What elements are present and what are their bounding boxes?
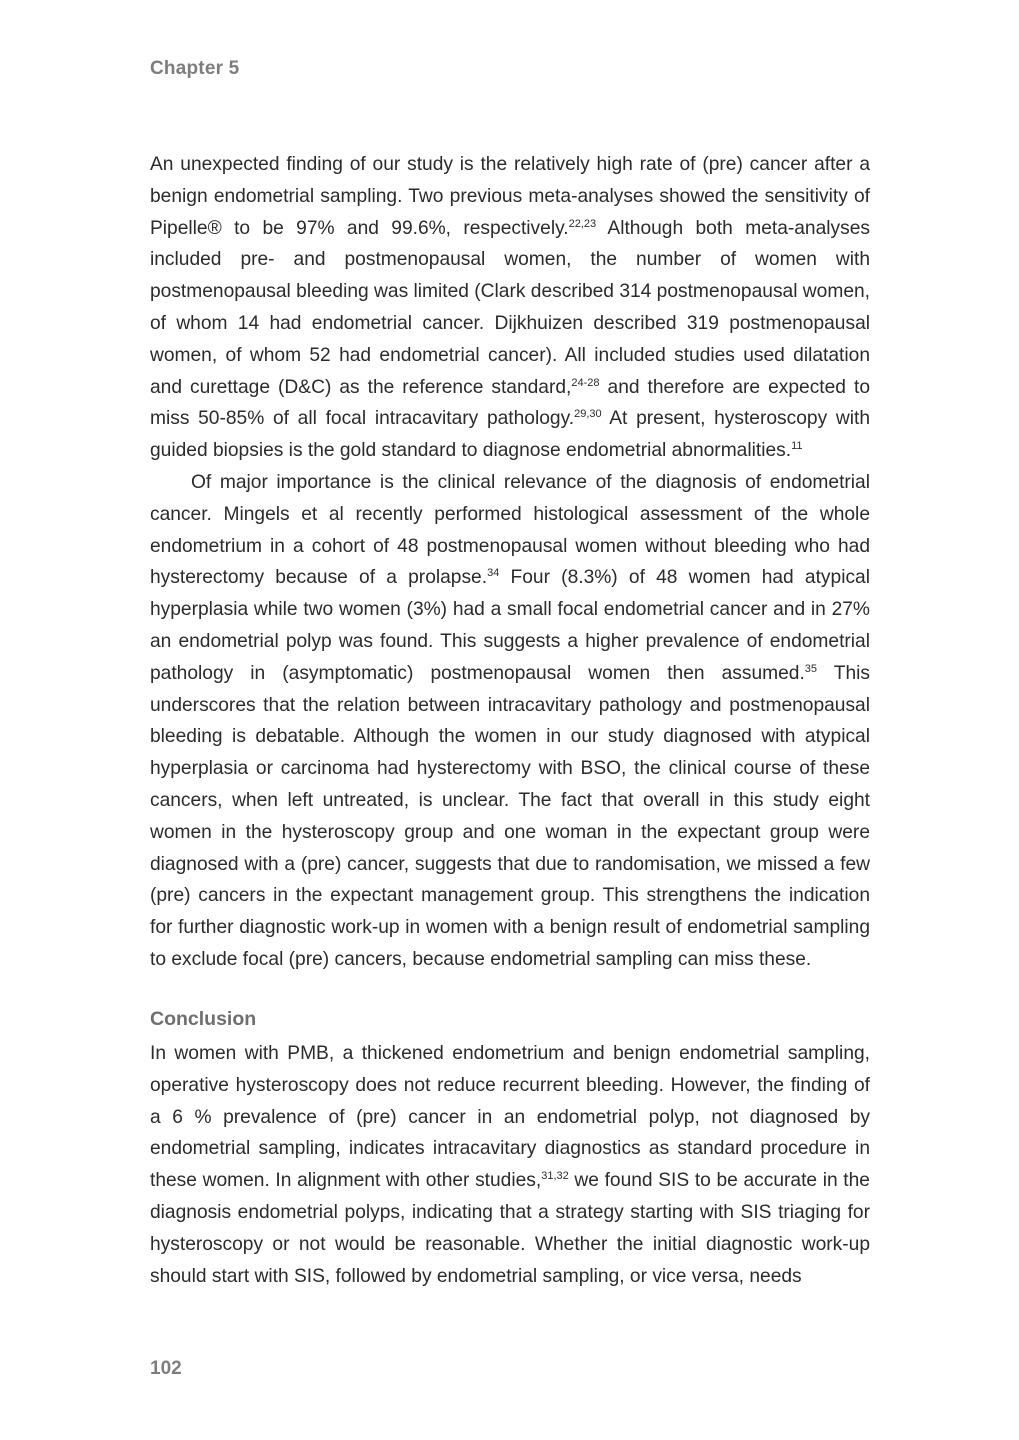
citation-ref: 24-28 (571, 376, 600, 389)
body-text: An unexpected finding of our study is the relatively high rate of (pre) cancer after a benign endometrial sampling. Two previous meta-analyses showed the sensitivity of Pipelle® to be 97% and 99.6%, respectively. (150, 154, 870, 239)
discussion-body (150, 149, 870, 976)
conclusion-body (150, 1038, 870, 1292)
running-head: Chapter 5 (150, 58, 240, 79)
citation-ref: 29,30 (574, 408, 602, 421)
body-text: and therefore are expected to miss 50-85% of all focal intracavitary pathology. (150, 376, 870, 430)
body-text: Although both meta-analyses included pre- and postmenopausal women, the number of women with postmenopausal bleeding was limited (Clark described 314 postmenopausal women, of whom 14 had endometrial cancer. Dijkhuizen described 319 postmenopausal women, of whom 52 had endometrial cancer). All included studies used dilatation and curettage (D&C) as the reference standard, (150, 217, 870, 398)
body-text: we found SIS to be accurate in the diagnosis endometrial polyps, indicating that a strategy starting with SIS triaging for hysteroscopy or not would be reasonable. Whether the initial diagnostic work-up should start with SIS, followed by endometrial sampling, or vice versa, needs (150, 1170, 870, 1287)
citation-ref: 22,23 (568, 217, 597, 230)
citation-ref: 34 (487, 567, 500, 580)
body-text: Four (8.3%) of 48 women had atypical hyperplasia while two women (3%) had a small focal endometrial cancer and in 27% an endometrial polyp was found. This suggests a higher prevalence of endometrial pathology in (asymptomatic) postmenopausal women then assumed. (150, 567, 870, 684)
body-text: Of major importance is the clinical relevance of the diagnosis of endometrial cancer. Mingels et al recently performed histological assessment of the whole endometrium in a cohort of 48 postmenopausal women without bleeding who had hysterectomy because of a prolapse. (150, 471, 870, 589)
citation-ref: 11 (791, 440, 803, 453)
body-text: In women with PMB, a thickened endometrium and benign endometrial sampling, operative hysteroscopy does not reduce recurrent bleeding. However, the finding of a 6 % prevalence of (pre) cancer in an endometrial polyp, not diagnosed by endometrial sampling, indicates intracavitary diagnostics as standard procedure in these women. In alignment with other studies, (150, 1043, 870, 1192)
body-text: This underscores that the relation between intracavitary pathology and postmenopausal bleeding is debatable. Although the women in our study diagnosed with atypical hyperplasia or carcinoma had hysterectomy with BSO, the clinical course of these cancers, when left untreated, is unclear. The fact that overall in this study eight women in the hysteroscopy group and one woman in the expectant group were diagnosed with a (pre) cancer, suggests that due to randomisation, we missed a few (pre) cancers in the expectant management group. This strengthens the indication for further diagnostic work-up in women with a benign result of endometrial sampling to exclude focal (pre) cancers, because endometrial sampling can miss these. (150, 662, 871, 970)
section-heading-conclusion: Conclusion (150, 1008, 257, 1030)
citation-ref: 31,32 (541, 1170, 569, 1183)
paragraph (150, 467, 870, 976)
paragraph (150, 149, 870, 467)
paragraph (150, 1038, 870, 1292)
citation-ref: 35 (804, 662, 818, 675)
body-text: At present, hysteroscopy with guided biopsies is the gold standard to diagnose endometrial abnormalities. (150, 408, 870, 462)
page-number: 102 (150, 1358, 182, 1379)
